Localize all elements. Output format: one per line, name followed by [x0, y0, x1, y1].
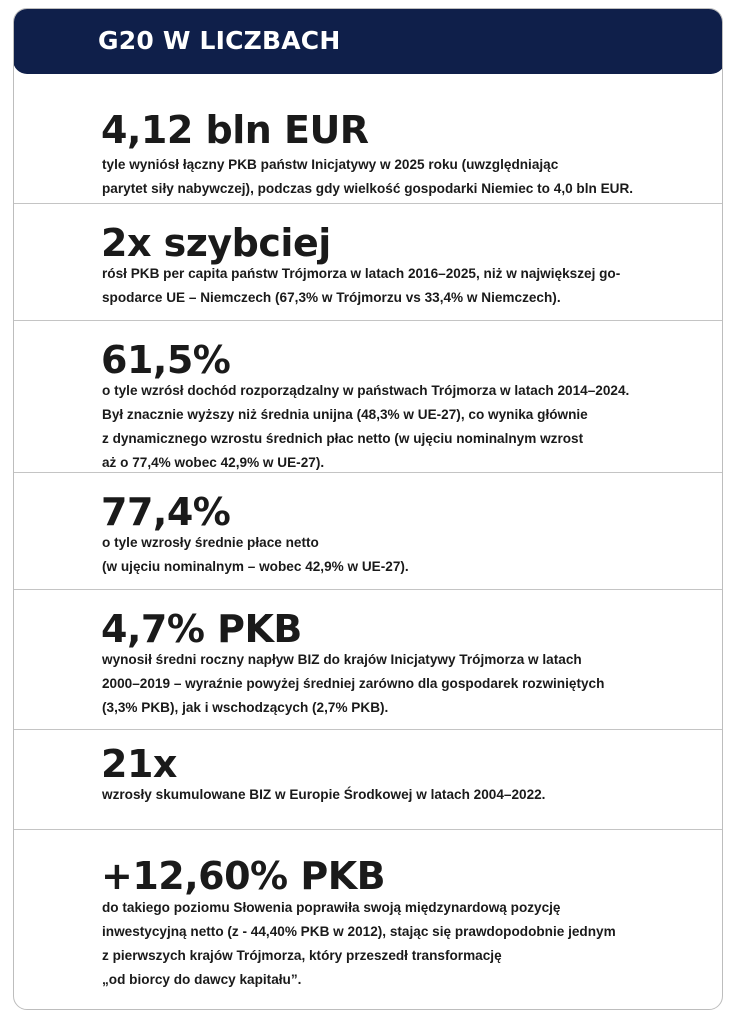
stat-description-line: „od biorcy do dawcy kapitału”.: [102, 972, 302, 987]
stat-description-line: wzrosły skumulowane BIZ w Europie Środkowej w latach 2004–2022.: [102, 787, 546, 802]
stat-section-slovenia-niip: [14, 830, 722, 1010]
stat-description-line: do takiego poziomu Słowenia poprawiła swoją międzynardową pozycję: [102, 900, 561, 915]
stat-value: 4,7% PKB: [101, 607, 302, 651]
stat-description-line: Był znacznie wyższy niż średnia unijna (48,3% w UE-27), co wynika głównie: [102, 407, 588, 422]
stat-description: [102, 783, 692, 807]
stat-section-net-wages: [14, 473, 722, 590]
stat-description-line: o tyle wzrósł dochód rozporządzalny w państwach Trójmorza w latach 2014–2024.: [102, 383, 630, 398]
stat-description-line: z pierwszych krajów Trójmorza, który przeszedł transformację: [102, 948, 502, 963]
stat-description-line: tyle wyniósł łączny PKB państw Inicjatywy w 2025 roku (uwzględniając: [102, 157, 559, 172]
stat-description: [102, 531, 692, 579]
header-title: G20 W LICZBACH: [98, 26, 341, 55]
stat-description: [102, 262, 692, 310]
stat-description: [102, 379, 692, 475]
stat-description-line: spodarce UE – Niemczech (67,3% w Trójmorzu vs 33,4% w Niemczech).: [102, 290, 561, 305]
stat-description-line: wynosił średni roczny napływ BIZ do krajów Inicjatywy Trójmorza w latach: [102, 652, 582, 667]
stat-section-fdi-cumulative: [14, 730, 722, 830]
stat-description-line: z dynamicznego wzrostu średnich płac netto (w ujęciu nominalnym wzrost: [102, 431, 584, 446]
header-bar: [13, 8, 723, 74]
stat-description-line: inwestycyjną netto (z - 44,40% PKB w 2012), stając się prawdopodobnie jednym: [102, 924, 616, 939]
stat-description-line: o tyle wzrosły średnie płace netto: [102, 535, 319, 550]
stat-description-line: aż o 77,4% wobec 42,9% w UE-27).: [102, 455, 325, 470]
stat-value: 4,12 bln EUR: [101, 108, 369, 152]
stat-description-line: 2000–2019 – wyraźnie powyżej średniej zarówno dla gospodarek rozwiniętych: [102, 676, 605, 691]
stat-value: 61,5%: [101, 338, 231, 382]
stat-value: 77,4%: [101, 490, 231, 534]
stat-description: [102, 648, 692, 720]
stat-section-gdp-total: [14, 74, 722, 204]
stat-description-line: (w ujęciu nominalnym – wobec 42,9% w UE-27).: [102, 559, 409, 574]
stat-section-disposable-income: [14, 321, 722, 473]
stat-description: [102, 896, 692, 992]
stat-value: 2x szybciej: [101, 221, 331, 265]
stat-value: 21x: [101, 742, 177, 786]
stat-description-line: parytet siły nabywczej), podczas gdy wielkość gospodarki Niemiec to 4,0 bln EUR.: [102, 181, 634, 196]
stats-card: [13, 8, 723, 1010]
stat-section-fdi-inflow: [14, 590, 722, 730]
stat-description: [102, 153, 692, 201]
stat-description-line: rósł PKB per capita państw Trójmorza w latach 2016–2025, niż w największej go-: [102, 266, 621, 281]
stat-description-line: (3,3% PKB), jak i wschodzących (2,7% PKB).: [102, 700, 389, 715]
stat-value: +12,60% PKB: [101, 854, 386, 898]
stat-section-gdp-growth: [14, 204, 722, 321]
